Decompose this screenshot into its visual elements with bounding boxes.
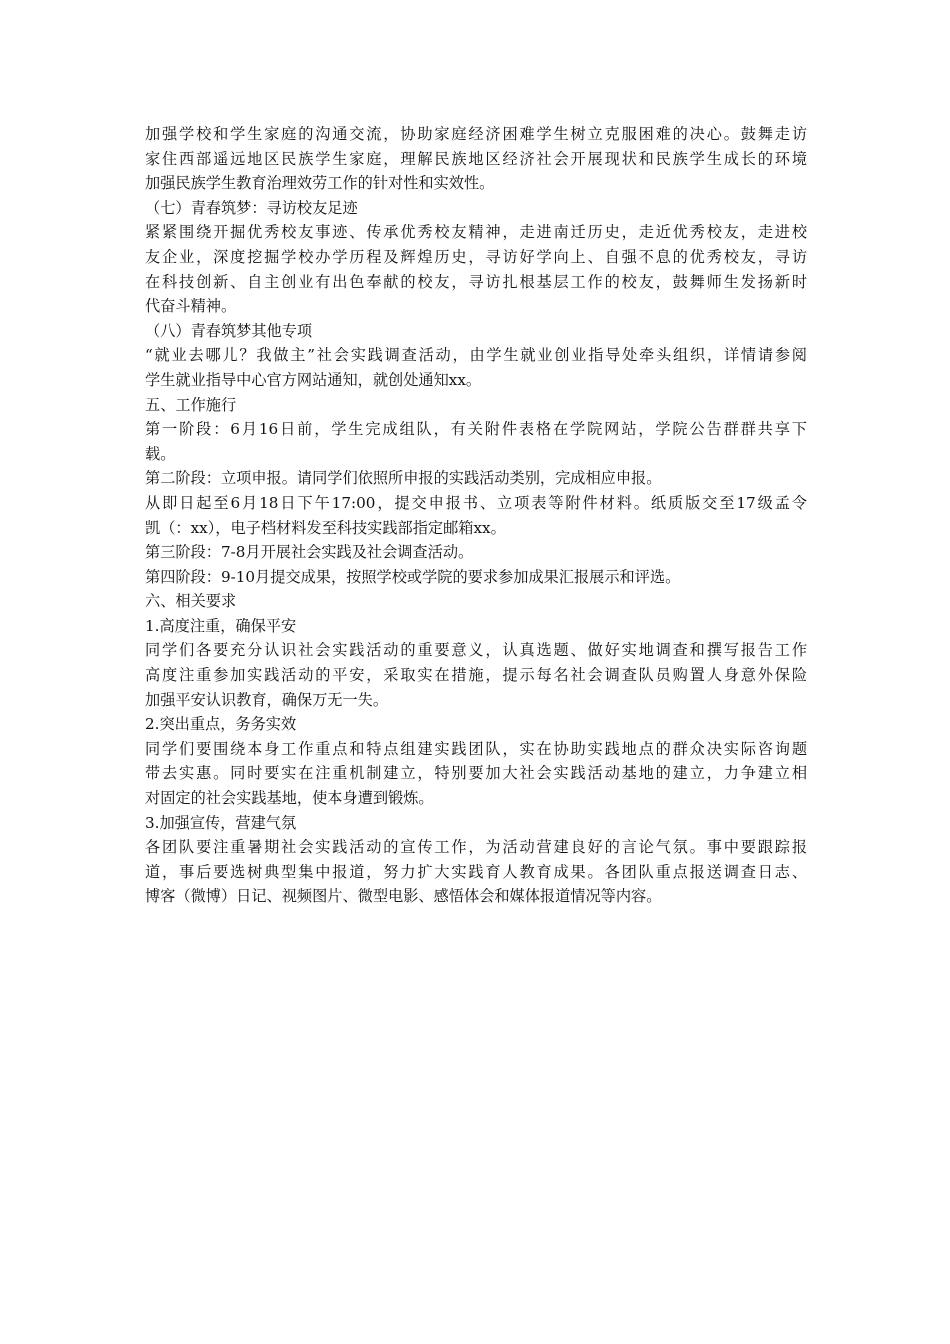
text-line: （八）青春筑梦其他专项 <box>145 321 313 340</box>
text-line: 2.突出重点，务务实效 <box>145 715 297 734</box>
text-line: 友企业，深度挖掘学校办学历程及辉煌历史，寻访好学向上、自强不息的优秀校友，寻访 <box>145 247 807 266</box>
text-line: “就业去哪儿？我做主”社会实践调查活动，由学生就业创业指导处牵头组织，详情请参阅 <box>145 346 807 365</box>
text-line: 代奋斗精神。 <box>145 297 237 316</box>
text-line: 加强民族学生教育治理效劳工作的针对性和实效性。 <box>145 174 495 193</box>
text-line: 载。 <box>145 444 176 463</box>
text-line: 带去实惠。同时要实在注重机制建立，特别要加大社会实践活动基地的建立，力争建立相 <box>145 764 807 783</box>
text-line: 第一阶段：6月16日前，学生完成组队，有关附件表格在学院网站，学院公告群群共享下 <box>145 420 807 439</box>
text-line: 同学们各要充分认识社会实践活动的重要意义，认真选题、做好实地调查和撰写报告工作 <box>145 641 807 660</box>
text-line: 第二阶段：立项申报。请同学们依照所申报的实践活动类别，完成相应申报。 <box>145 469 662 488</box>
text-line: 各团队要注重暑期社会实践活动的宣传工作，为活动营建良好的言论气氛。事中要跟踪报 <box>145 838 807 857</box>
text-line: 凯（：xx），电子档材料发至科技实践部指定邮箱xx。 <box>145 518 506 537</box>
text-line: 道，事后要选树典型集中报道，努力扩大实践育人教育成果。各团队重点报送调查日志、 <box>145 862 807 881</box>
text-line: 加强学校和学生家庭的沟通交流，协助家庭经济困难学生树立克服困难的决心。鼓舞走访 <box>145 125 807 143</box>
text-line: 同学们要围绕本身工作重点和特点组建实践团队，实在协助实践地点的群众决实际咨询题 <box>145 739 807 758</box>
text-line: 在科技创新、自主创业有出色奉献的校友，寻访扎根基层工作的校友，鼓舞师生发扬新时 <box>145 272 807 291</box>
text-line: 高度注重参加实践活动的平安，采取实在措施，提示每名社会调查队员购置人身意外保险 <box>145 666 807 685</box>
text-line: 家住西部遥远地区民族学生家庭，理解民族地区经济社会开展现状和民族学生成长的环境 <box>145 149 807 168</box>
text-line: 六、相关要求 <box>145 592 237 611</box>
text-line: 学生就业指导中心官方网站通知，就创处通知xx。 <box>145 370 482 389</box>
text-line: 紧紧围绕开掘优秀校友事迹、传承优秀校友精神，走进南迁历史，走近优秀校友，走进校 <box>145 223 807 242</box>
document-body <box>145 122 807 909</box>
text-line: （七）青春筑梦：寻访校友足迹 <box>145 198 358 217</box>
text-line: 3.加强宣传，营建气氛 <box>145 813 297 832</box>
text-line: 第四阶段：9-10月提交成果，按照学校或学院的要求参加成果汇报展示和评选。 <box>145 567 681 586</box>
text-line: 博客（微博）日记、视频图片、微型电影、感悟体会和媒体报道情况等内容。 <box>145 887 662 906</box>
text-line: 1.高度注重，确保平安 <box>145 616 297 635</box>
text-line: 五、工作施行 <box>145 395 237 414</box>
text-line: 对固定的社会实践基地，使本身遭到锻炼。 <box>145 789 434 808</box>
text-line: 从即日起至6月18日下午17:00，提交申报书、立项表等附件材料。纸质版交至17级孟令 <box>145 493 807 512</box>
text-line: 加强平安认识教育，确保万无一失。 <box>145 690 388 709</box>
text-line: 第三阶段：7-8月开展社会实践及社会调查活动。 <box>145 543 474 562</box>
